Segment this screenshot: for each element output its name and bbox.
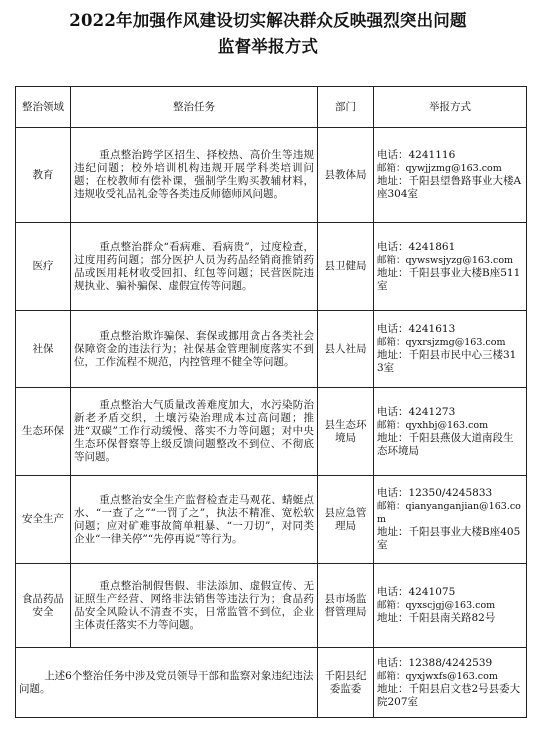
email-text: 邮箱：qywswsjyzg@163.com (377, 254, 514, 266)
report-table (15, 86, 527, 718)
contact-cell (374, 128, 527, 223)
area-cell: 安全生产 (16, 476, 71, 564)
title-line-2: 监督举报方式 (217, 37, 319, 56)
table-row (16, 388, 527, 476)
contact-cell (374, 476, 527, 564)
phone-text: 电话：4241075 (377, 586, 456, 598)
address-text: 地址：千阳县事业大楼B座511室 (377, 266, 521, 292)
task-cell: 重点整治安全生产监督检查走马观花、蜻蜓点水、“一查了之”“一罚了之”，执法不精准、宽松软问题；应对矿难事故简单粗暴、“一刀切”，对同类企业“一律关停”“先停再说”等行为。 (71, 476, 318, 564)
contact-cell (374, 388, 527, 476)
address-text: 地址：千阳县事业大楼B座405室 (377, 526, 521, 551)
task-cell: 重点整治欺诈骗保、套保或挪用贪占各类社会保障资金的违法行为；社保基金管理制度落实不到位，工作流程不规范，内控管理不健全等问题。 (71, 311, 318, 388)
email-text: 邮箱：qyxrsjzmg@163.com (377, 337, 506, 348)
area-cell: 生态环保 (16, 388, 71, 476)
address-text: 地址：千阳县启文巷2号县委大院207室 (377, 682, 521, 708)
task-cell: 重点整治大气质量改善难度加大，水污染防治新老矛盾交织，土壤污染治理成本过高问题；推进“双碳”工作行动缓慢、落实不力等问题；对中央生态环保督察等上级反馈问题整改不到位、不彻底等问题。 (71, 388, 318, 476)
dept-cell: 县市场监督管理局 (318, 564, 374, 648)
address-text: 地址：千阳县燕伋大道南段生态环境局 (377, 431, 514, 457)
dept-cell: 县教体局 (318, 128, 374, 223)
address-text: 地址：千阳县南关路82号 (377, 612, 496, 624)
phone-text: 电话：4241116 (377, 149, 456, 161)
dept-cell: 县人社局 (318, 311, 374, 388)
header-dept: 部门 (318, 87, 374, 128)
footer-task-cell: 上述6个整治任务中涉及党员领导干部和监察对象违纪违法问题。 (16, 648, 318, 718)
phone-text: 电话：4241861 (377, 240, 456, 253)
phone-text: 电话：4241613 (377, 323, 456, 335)
email-text: 邮箱：qianyanganjian@163.com (377, 501, 521, 525)
table-row (16, 223, 527, 311)
task-cell: 重点整治跨学区招生、择校热、高价生等违规违纪问题；校外培训机构违规开展学科类培训问题；在校教师有偿补课，强制学生购买教辅材料，违规收受礼品礼金等各类违反师德师风问题。 (71, 128, 318, 223)
phone-text: 电话：12388/4242539 (377, 656, 493, 669)
area-cell: 教育 (16, 128, 71, 223)
table-row (16, 311, 527, 388)
phone-text: 电话：12350/4245833 (377, 487, 493, 499)
dept-cell: 县应急管理局 (318, 476, 374, 564)
dept-cell: 县生态环境局 (318, 388, 374, 476)
document-title (0, 8, 536, 60)
email-text: 邮箱：qyxjwxfs@163.com (377, 670, 498, 682)
task-cell: 重点整治制假售假、非法添加、虚假宣传、无证照生产经营、网络非法销售等违法行为；食品药品安全风险认不清查不实，日常监管不到位，企业主体责任落实不力等问题。 (71, 564, 318, 648)
header-task: 整治任务 (71, 87, 318, 128)
table-row (16, 476, 527, 564)
table-header-row (16, 87, 527, 128)
footer-dept-cell: 千阳县纪委监委 (318, 648, 374, 718)
task-cell: 重点整治群众“看病难、看病贵”，过度检查，过度用药问题；部分医护人员为药品经销商推销药品或医用耗材收受回扣、红包等问题；民营医院违规执业、骗补骗保、虚假宣传等问题。 (71, 223, 318, 311)
contact-cell (374, 564, 527, 648)
contact-cell (374, 311, 527, 388)
email-text: 邮箱：qyxscjgj@163.com (377, 600, 496, 611)
contact-cell (374, 223, 527, 311)
table-row (16, 128, 527, 223)
title-line-1: 2022年加强作风建设切实解决群众反映强烈突出问题 (69, 11, 467, 30)
area-cell: 社保 (16, 311, 71, 388)
address-text: 地址：千阳县望鲁路事业大楼A座304室 (377, 175, 522, 200)
address-text: 地址：千阳县市民中心三楼313室 (377, 349, 517, 374)
header-area: 整治领域 (16, 87, 71, 128)
area-cell: 食品药品安全 (16, 564, 71, 648)
dept-cell: 县卫健局 (318, 223, 374, 311)
header-contact: 举报方式 (374, 87, 527, 128)
email-text: 邮箱：qyxhbj@163.com (377, 419, 489, 431)
footer-contact-cell (374, 648, 527, 718)
area-cell: 医疗 (16, 223, 71, 311)
phone-text: 电话：4241273 (377, 405, 456, 418)
table-row (16, 564, 527, 648)
email-text: 邮箱：qywjjzmg@163.com (377, 163, 502, 174)
table-footer-row (16, 648, 527, 718)
